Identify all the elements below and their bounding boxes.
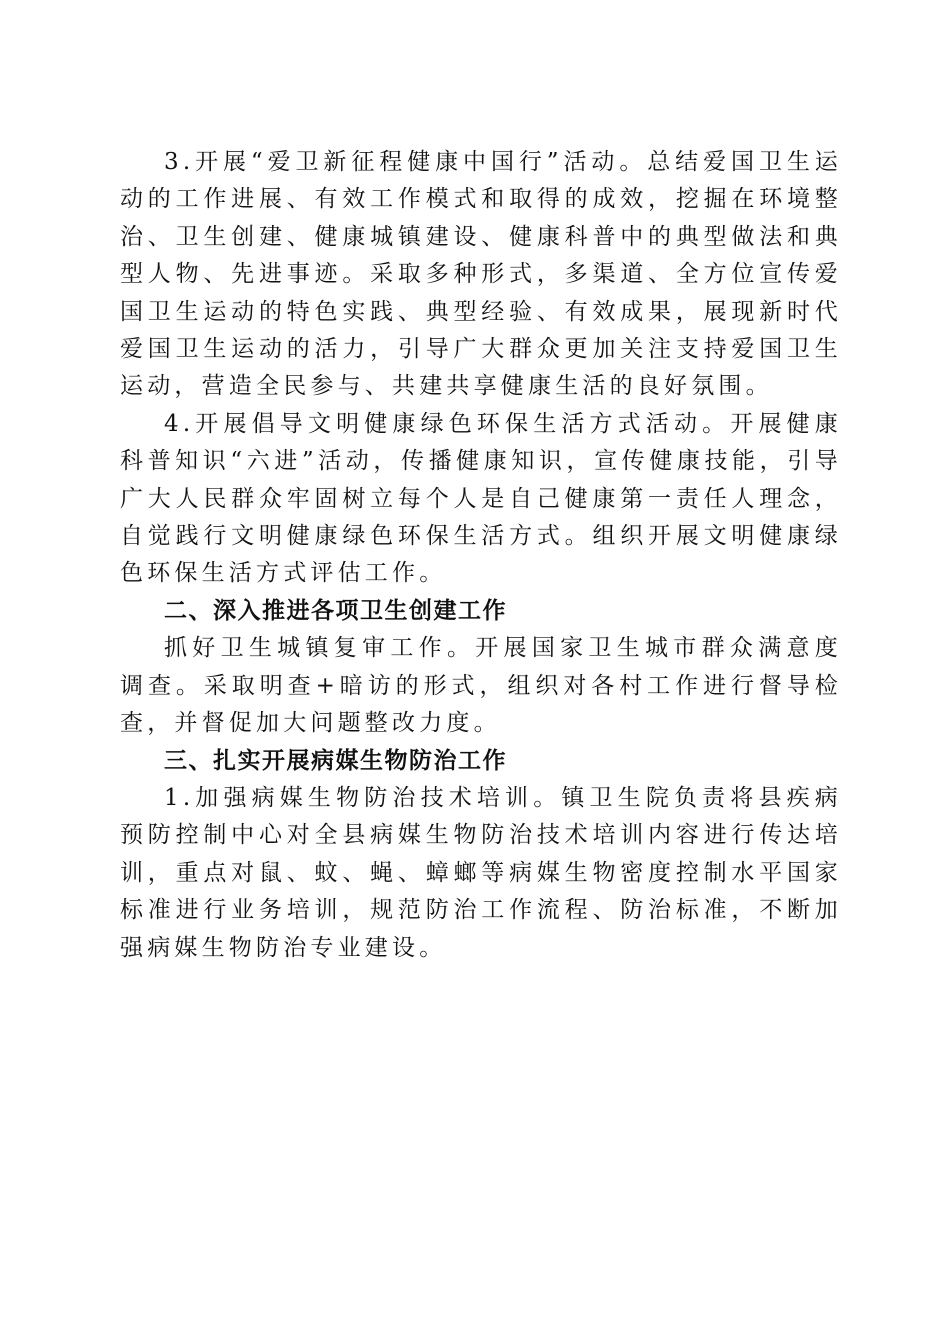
section-heading-vector-control: 三、扎实开展病媒生物防治工作 bbox=[164, 747, 507, 774]
section-heading-health-creation: 二、深入推进各项卫生创建工作 bbox=[164, 597, 507, 624]
paragraph-civilized-lifestyle: 4.开展倡导文明健康绿色环保生活方式活动。开展健康科普知识“六进”活动，传播健康知识，宣传健康技能，引导广大人民群众牢固树立每个人是自己健康第一责任人理念，自觉践行文明健康绿色环保生活方式。组织开展文明健康绿色环保生活方式评估工作。 bbox=[120, 410, 842, 587]
paragraph-vector-training: 1.加强病媒生物防治技术培训。镇卫生院负责将县疾病预防控制中心对全县病媒生物防治技术培训内容进行传达培训，重点对鼠、蚊、蝇、蟑螂等病媒生物密度控制水平国家标准进行业务培训，规范防治工作流程、防治标准，不断加强病媒生物防治专业建设。 bbox=[120, 784, 842, 961]
document-page bbox=[120, 144, 842, 967]
paragraph-town-review: 抓好卫生城镇复审工作。开展国家卫生城市群众满意度调查。采取明查+暗访的形式，组织对各村工作进行督导检查，并督促加大问题整改力度。 bbox=[120, 635, 842, 737]
paragraph-patriotic-health-campaign: 3.开展“爱卫新征程健康中国行”活动。总结爱国卫生运动的工作进展、有效工作模式和取得的成效，挖掘在环境整治、卫生创建、健康城镇建设、健康科普中的典型做法和典型人物、先进事迹。采取多种形式，多渠道、全方位宣传爱国卫生运动的特色实践、典型经验、有效成果，展现新时代爱国卫生运动的活力，引导广大群众更加关注支持爱国卫生运动，营造全民参与、共建共享健康生活的良好氛围。 bbox=[120, 149, 842, 400]
